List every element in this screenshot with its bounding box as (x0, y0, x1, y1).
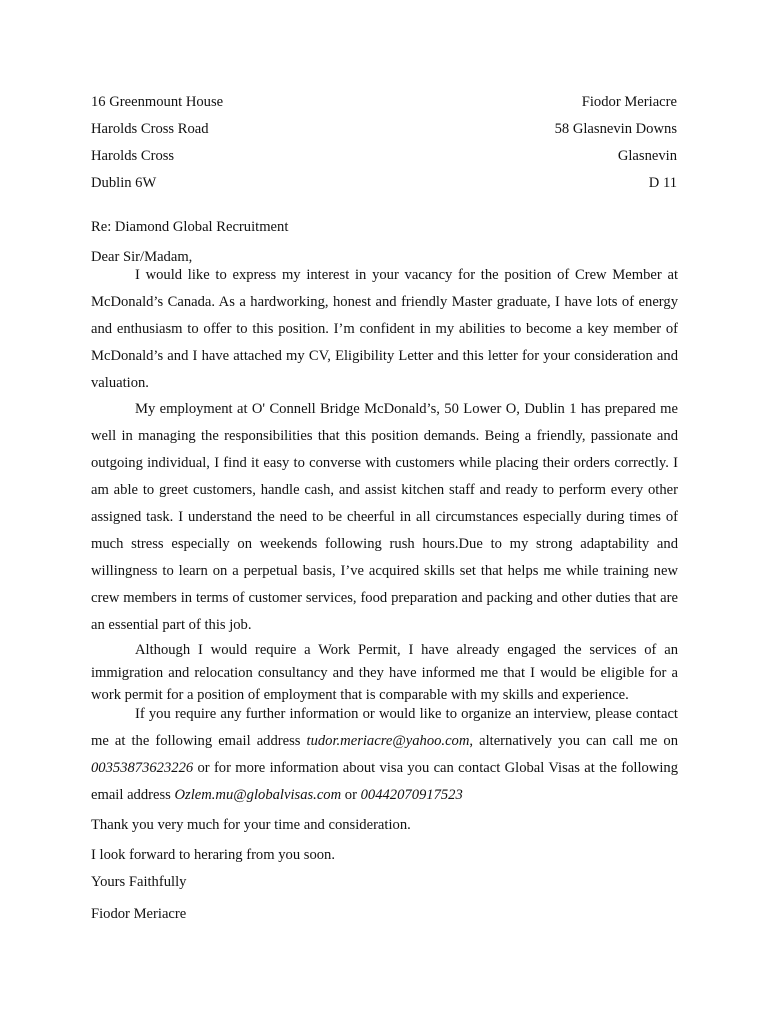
paragraph-interest: I would like to express my interest in your vacancy for the position of Crew Member at McDonald’s Canada. As a hardworking, honest and friendly Master graduate, I have lots of energy and enthusiasm to offer to this position. I’m confident in my abilities to become a key member of McDonald’s and I have attached my CV, Eligibility Letter and this letter for your consideration and valuation. (91, 267, 678, 391)
paragraph-experience: My employment at O' Connell Bridge McDonald’s, 50 Lower O, Dublin 1 has prepared me well in managing the responsibilities that this position demands. Being a friendly, passionate and outgoing individual, I find it easy to converse with customers while placing their orders correctly. I am able to greet customers, handle cash, and assist kitchen staff and ready to perform every other assigned task. I understand the need to be cheerful in all circumstances especially during times of much stress especially on weekends following rush hours.Due to my strong adaptability and willingness to learn on a perpetual basis, I’ve acquired skills set that helps me while training new crew members in terms of customer services, food preparation and packing and other duties that are an essential part of this job. (91, 401, 678, 633)
recipient-address-line-4: D 11 (648, 175, 677, 191)
sender-address-line-1: 16 Greenmount House (91, 94, 224, 110)
thanks-line: Thank you very much for your time and consideration. (91, 817, 411, 833)
visa-phone[interactable]: 00442070917523 (360, 787, 463, 803)
contact-text-3: or for more information about visa you can contact Global Visas at the following email address (91, 760, 678, 803)
sender-address-line-2: Harolds Cross Road (91, 121, 209, 137)
salutation: Dear Sir/Madam, (91, 249, 193, 265)
contact-text-1: If you require any further information or would like to organize an interview, please contact me at the following email address (91, 706, 678, 749)
signature-name: Fiodor Meriacre (91, 906, 187, 922)
subject-line: Re: Diamond Global Recruitment (91, 219, 289, 235)
contact-text-2: , alternatively you can call me on (469, 733, 678, 749)
contact-phone[interactable]: 00353873623226 (91, 760, 194, 776)
recipient-address-line-3: Glasnevin (617, 148, 677, 164)
paragraph-contact (91, 701, 678, 809)
sender-address-line-4: Dublin 6W (91, 175, 157, 191)
contact-text-4: or (341, 787, 361, 803)
visa-email-link[interactable]: Ozlem.mu@globalvisas.com (174, 787, 342, 803)
recipient-address-line-2: 58 Glasnevin Downs (554, 121, 677, 137)
contact-email-link[interactable]: tudor.meriacre@yahoo.com (306, 733, 470, 749)
closing-line: Yours Faithfully (91, 874, 187, 890)
paragraph-work-permit: Although I would require a Work Permit, I have already engaged the services of an immigration and relocation consultancy and they have informed me that I would be eligible for a work permit for a position of employment that is comparable with my skills and experience. (91, 642, 678, 703)
look-forward-line: I look forward to heraring from you soon. (91, 847, 335, 863)
recipient-address-line-1: Fiodor Meriacre (581, 94, 677, 110)
sender-address-line-3: Harolds Cross (91, 148, 175, 164)
